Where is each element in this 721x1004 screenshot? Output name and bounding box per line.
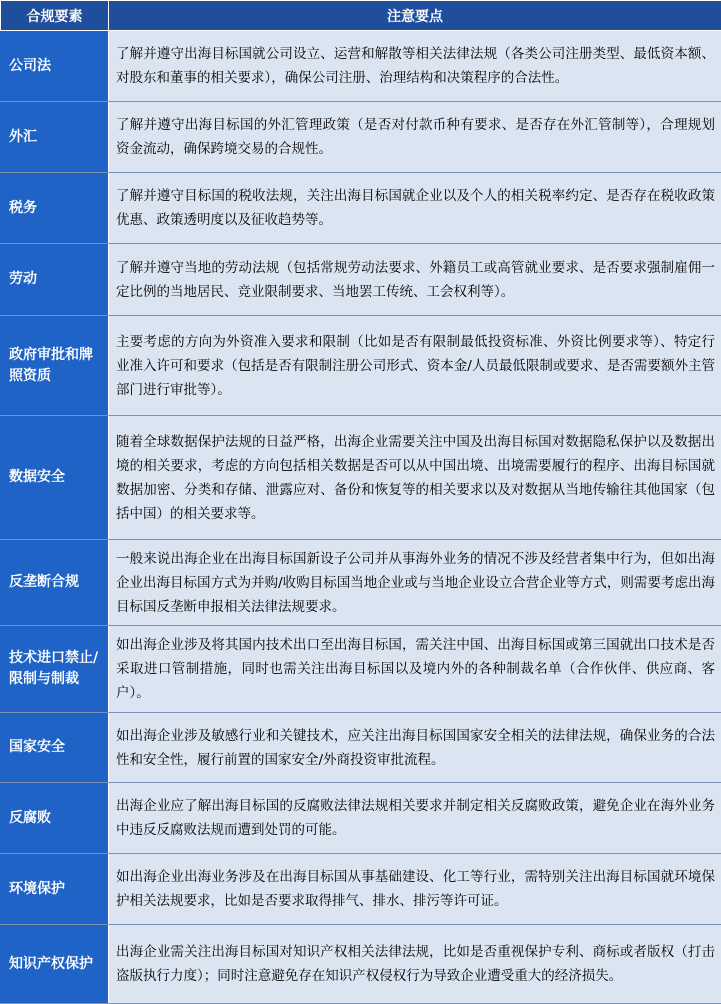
- row-key: 环境保护: [1, 854, 109, 925]
- table-row: [1, 316, 721, 416]
- row-key: 税务: [1, 173, 109, 244]
- table-row: [1, 31, 721, 102]
- row-key: 国家安全: [1, 713, 109, 783]
- row-text: 出海企业需关注出海目标国对知识产权相关法律法规，比如是否重视保护专利、商标或者版权（打击盗版执行力度）；同时注意避免存在知识产权侵权行为导致企业遭受重大的经济损失。: [109, 925, 721, 1004]
- table-row: [1, 626, 721, 713]
- row-text: 出海企业应了解出海目标国的反腐败法律法规相关要求并制定相关反腐败政策，避免企业在海外业务中违反反腐败法规而遭到处罚的可能。: [109, 783, 721, 854]
- table-row: [1, 102, 721, 173]
- header-key-points: 注意要点: [109, 1, 721, 31]
- row-text: 了解并遵守出海目标国的外汇管理政策（是否对付款币种有要求、是否存在外汇管制等），合理规划资金流动，确保跨境交易的合规性。: [109, 102, 721, 173]
- row-key: 反腐败: [1, 783, 109, 854]
- row-key: 政府审批和牌照资质: [1, 316, 109, 416]
- table-row: [1, 713, 721, 783]
- row-key: 数据安全: [1, 416, 109, 540]
- table-row: [1, 244, 721, 316]
- row-text: 如出海企业出海业务涉及在出海目标国从事基础建设、化工等行业，需特别关注出海目标国就环境保护相关法规要求，比如是否要求取得排气、排水、排污等许可证。: [109, 854, 721, 925]
- table-row: [1, 783, 721, 854]
- row-text: 了解并遵守目标国的税收法规，关注出海目标国就企业以及个人的相关税率约定、是否存在税收政策优惠、政策透明度以及征收趋势等。: [109, 173, 721, 244]
- row-text: 了解并遵守出海目标国就公司设立、运营和解散等相关法律法规（各类公司注册类型、最低资本额、对股东和董事的相关要求），确保公司注册、治理结构和决策程序的合法性。: [109, 31, 721, 102]
- row-key: 劳动: [1, 244, 109, 316]
- row-key: 知识产权保护: [1, 925, 109, 1004]
- table-row: [1, 416, 721, 540]
- row-text: 了解并遵守当地的劳动法规（包括常规劳动法要求、外籍员工或高管就业要求、是否要求强制雇佣一定比例的当地居民、竞业限制要求、当地罢工传统、工会权利等）。: [109, 244, 721, 316]
- row-text: 如出海企业涉及敏感行业和关键技术，应关注出海目标国国家安全相关的法律法规，确保业务的合法性和安全性，履行前置的国家安全/外商投资审批流程。: [109, 713, 721, 783]
- row-text: 如出海企业涉及将其国内技术出口至出海目标国，需关注中国、出海目标国或第三国就出口技术是否采取进口管制措施，同时也需关注出海目标国以及境内外的各种制裁名单（合作伙伴、供应商、客户）。: [109, 626, 721, 713]
- table-row: [1, 925, 721, 1004]
- row-key: 外汇: [1, 102, 109, 173]
- header-compliance-element: 合规要素: [1, 1, 109, 31]
- row-text: 随着全球数据保护法规的日益严格，出海企业需要关注中国及出海目标国对数据隐私保护以及数据出境的相关要求，考虑的方向包括相关数据是否可以从中国出境、出境需要履行的程序、出海目标国就数据加密、分类和存储、泄露应对、备份和恢复等的相关要求以及对数据从当地传输往其他国家（包括中国）的相关要求等。: [109, 416, 721, 540]
- row-key: 公司法: [1, 31, 109, 102]
- table-row: [1, 173, 721, 244]
- row-text: 一般来说出海企业在出海目标国新设子公司并从事海外业务的情况不涉及经营者集中行为，但如出海企业出海目标国方式为并购/收购目标国当地企业或与当地企业设立合营企业等方式，则需要考虑出海目标国反垄断申报相关法律法规要求。: [109, 540, 721, 626]
- table-row: [1, 540, 721, 626]
- row-key: 技术进口禁止/限制与制裁: [1, 626, 109, 713]
- table-header-row: [1, 1, 721, 31]
- row-key: 反垄断合规: [1, 540, 109, 626]
- table-row: [1, 854, 721, 925]
- row-text: 主要考虑的方向为外资准入要求和限制（比如是否有限制最低投资标准、外资比例要求等）、特定行业准入许可和要求（包括是否有限制注册公司形式、资本金/人员最低限制或要求、是否需要额外主管部门进行审批等）。: [109, 316, 721, 416]
